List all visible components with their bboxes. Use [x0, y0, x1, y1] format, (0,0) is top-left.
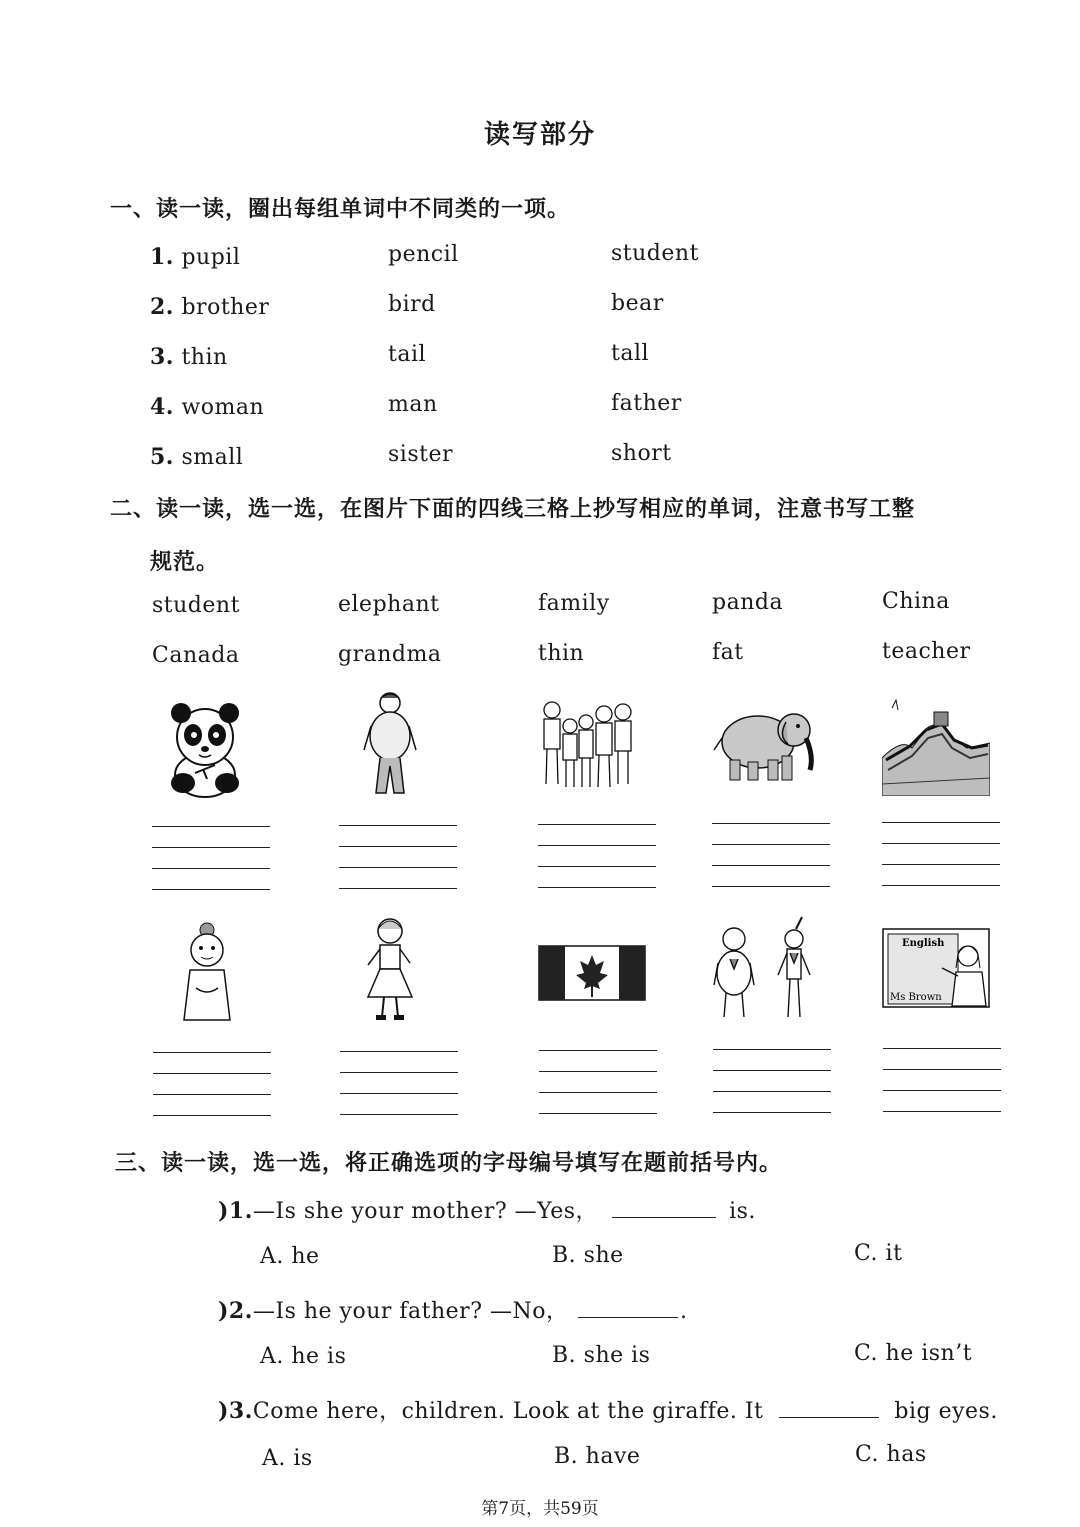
question-stem-end: .	[680, 1299, 688, 1324]
bank-word: fat	[712, 640, 744, 665]
board-text-english: English	[902, 938, 945, 949]
word-option[interactable]: short	[611, 441, 672, 466]
answer-blank[interactable]	[779, 1397, 879, 1418]
list-item	[150, 344, 228, 370]
word-option[interactable]: small	[181, 445, 244, 470]
page-number-footer: 第7页，共59页	[481, 1499, 599, 1519]
option-b[interactable]: B. she	[552, 1243, 624, 1268]
writing-lines[interactable]	[339, 825, 457, 895]
great-wall-picture	[882, 698, 990, 796]
word-option[interactable]: student	[611, 241, 699, 266]
word-option[interactable]: tail	[388, 342, 427, 367]
fat-thin-boys-picture	[712, 915, 822, 1025]
question-stem: —Is she your mother? —Yes，	[252, 1199, 599, 1224]
page-title: 读写部分	[483, 120, 596, 150]
word-option[interactable]: bird	[388, 292, 436, 317]
word-option[interactable]: thin	[181, 345, 228, 370]
teacher-picture	[882, 928, 990, 1008]
question-number: )3.	[218, 1398, 253, 1424]
word-option[interactable]: sister	[388, 442, 453, 467]
item-number: 2.	[150, 294, 174, 320]
fat-man-picture	[360, 688, 420, 800]
section1-heading: 一、读一读，圈出每组单词中不同类的一项。	[110, 197, 571, 222]
option-c[interactable]: C. he isn’t	[854, 1341, 973, 1366]
item-number: 1.	[150, 244, 174, 270]
elephant-picture	[710, 708, 820, 783]
word-option[interactable]: woman	[181, 395, 265, 420]
section2-heading-cont: 规范。	[150, 550, 220, 575]
writing-lines[interactable]	[882, 822, 1000, 892]
list-item	[150, 294, 269, 320]
list-item	[150, 394, 264, 420]
bank-word: panda	[712, 590, 784, 615]
item-number: 4.	[150, 394, 174, 420]
answer-blank[interactable]	[612, 1197, 716, 1218]
family-picture	[538, 692, 643, 797]
writing-lines[interactable]	[152, 826, 270, 896]
option-a[interactable]: A. he	[260, 1244, 320, 1269]
item-number: 5.	[150, 444, 174, 470]
option-a[interactable]: A. he is	[260, 1344, 347, 1369]
option-b[interactable]: B. she is	[552, 1343, 651, 1368]
option-b[interactable]: B. have	[554, 1444, 641, 1469]
option-c[interactable]: C. has	[855, 1442, 927, 1467]
question-stem-end: big eyes.	[894, 1399, 998, 1424]
question-stem-end: is.	[729, 1199, 756, 1224]
word-option[interactable]: father	[611, 391, 682, 416]
writing-lines[interactable]	[539, 1050, 657, 1120]
bank-word: grandma	[338, 642, 442, 667]
item-number: 3.	[150, 344, 174, 370]
question-stem: —Is he your father? —No，	[252, 1299, 569, 1324]
writing-lines[interactable]	[713, 1049, 831, 1119]
writing-lines[interactable]	[883, 1048, 1001, 1118]
question-number: )1.	[218, 1198, 253, 1224]
writing-lines[interactable]	[153, 1052, 271, 1122]
girl-student-picture	[360, 915, 420, 1025]
bank-word: teacher	[882, 639, 971, 664]
option-c[interactable]: C. it	[854, 1241, 903, 1266]
bank-word: China	[882, 589, 950, 614]
list-item	[150, 444, 243, 470]
word-option[interactable]: brother	[181, 295, 270, 320]
bank-word: thin	[538, 641, 585, 666]
option-a[interactable]: A. is	[262, 1446, 313, 1471]
board-text-name: Ms Brown	[890, 992, 942, 1003]
question	[158, 1194, 756, 1225]
writing-lines[interactable]	[538, 824, 656, 894]
canada-flag-picture	[538, 945, 646, 1001]
writing-lines[interactable]	[340, 1051, 458, 1121]
question	[158, 1294, 688, 1325]
word-option[interactable]: bear	[611, 291, 664, 316]
bank-word: student	[152, 593, 240, 618]
word-option[interactable]: tall	[611, 341, 650, 366]
answer-blank[interactable]	[578, 1297, 678, 1318]
bank-word: family	[538, 591, 610, 616]
writing-lines[interactable]	[712, 823, 830, 893]
list-item	[150, 244, 240, 270]
word-option[interactable]: pencil	[388, 242, 459, 267]
question	[158, 1394, 998, 1425]
word-option[interactable]: pupil	[181, 245, 241, 270]
grandma-picture	[176, 920, 238, 1025]
section3-heading: 三、读一读，选一选，将正确选项的字母编号填写在题前括号内。	[115, 1151, 783, 1176]
question-stem: Come here，children. Look at the giraffe. It	[252, 1399, 764, 1424]
panda-picture	[165, 695, 245, 800]
word-option[interactable]: man	[388, 392, 438, 417]
question-number: )2.	[218, 1298, 253, 1324]
bank-word: elephant	[338, 592, 440, 617]
bank-word: Canada	[152, 643, 240, 668]
section2-heading: 二、读一读，选一选，在图片下面的四线三格上抄写相应的单词，注意书写工整	[110, 497, 916, 522]
